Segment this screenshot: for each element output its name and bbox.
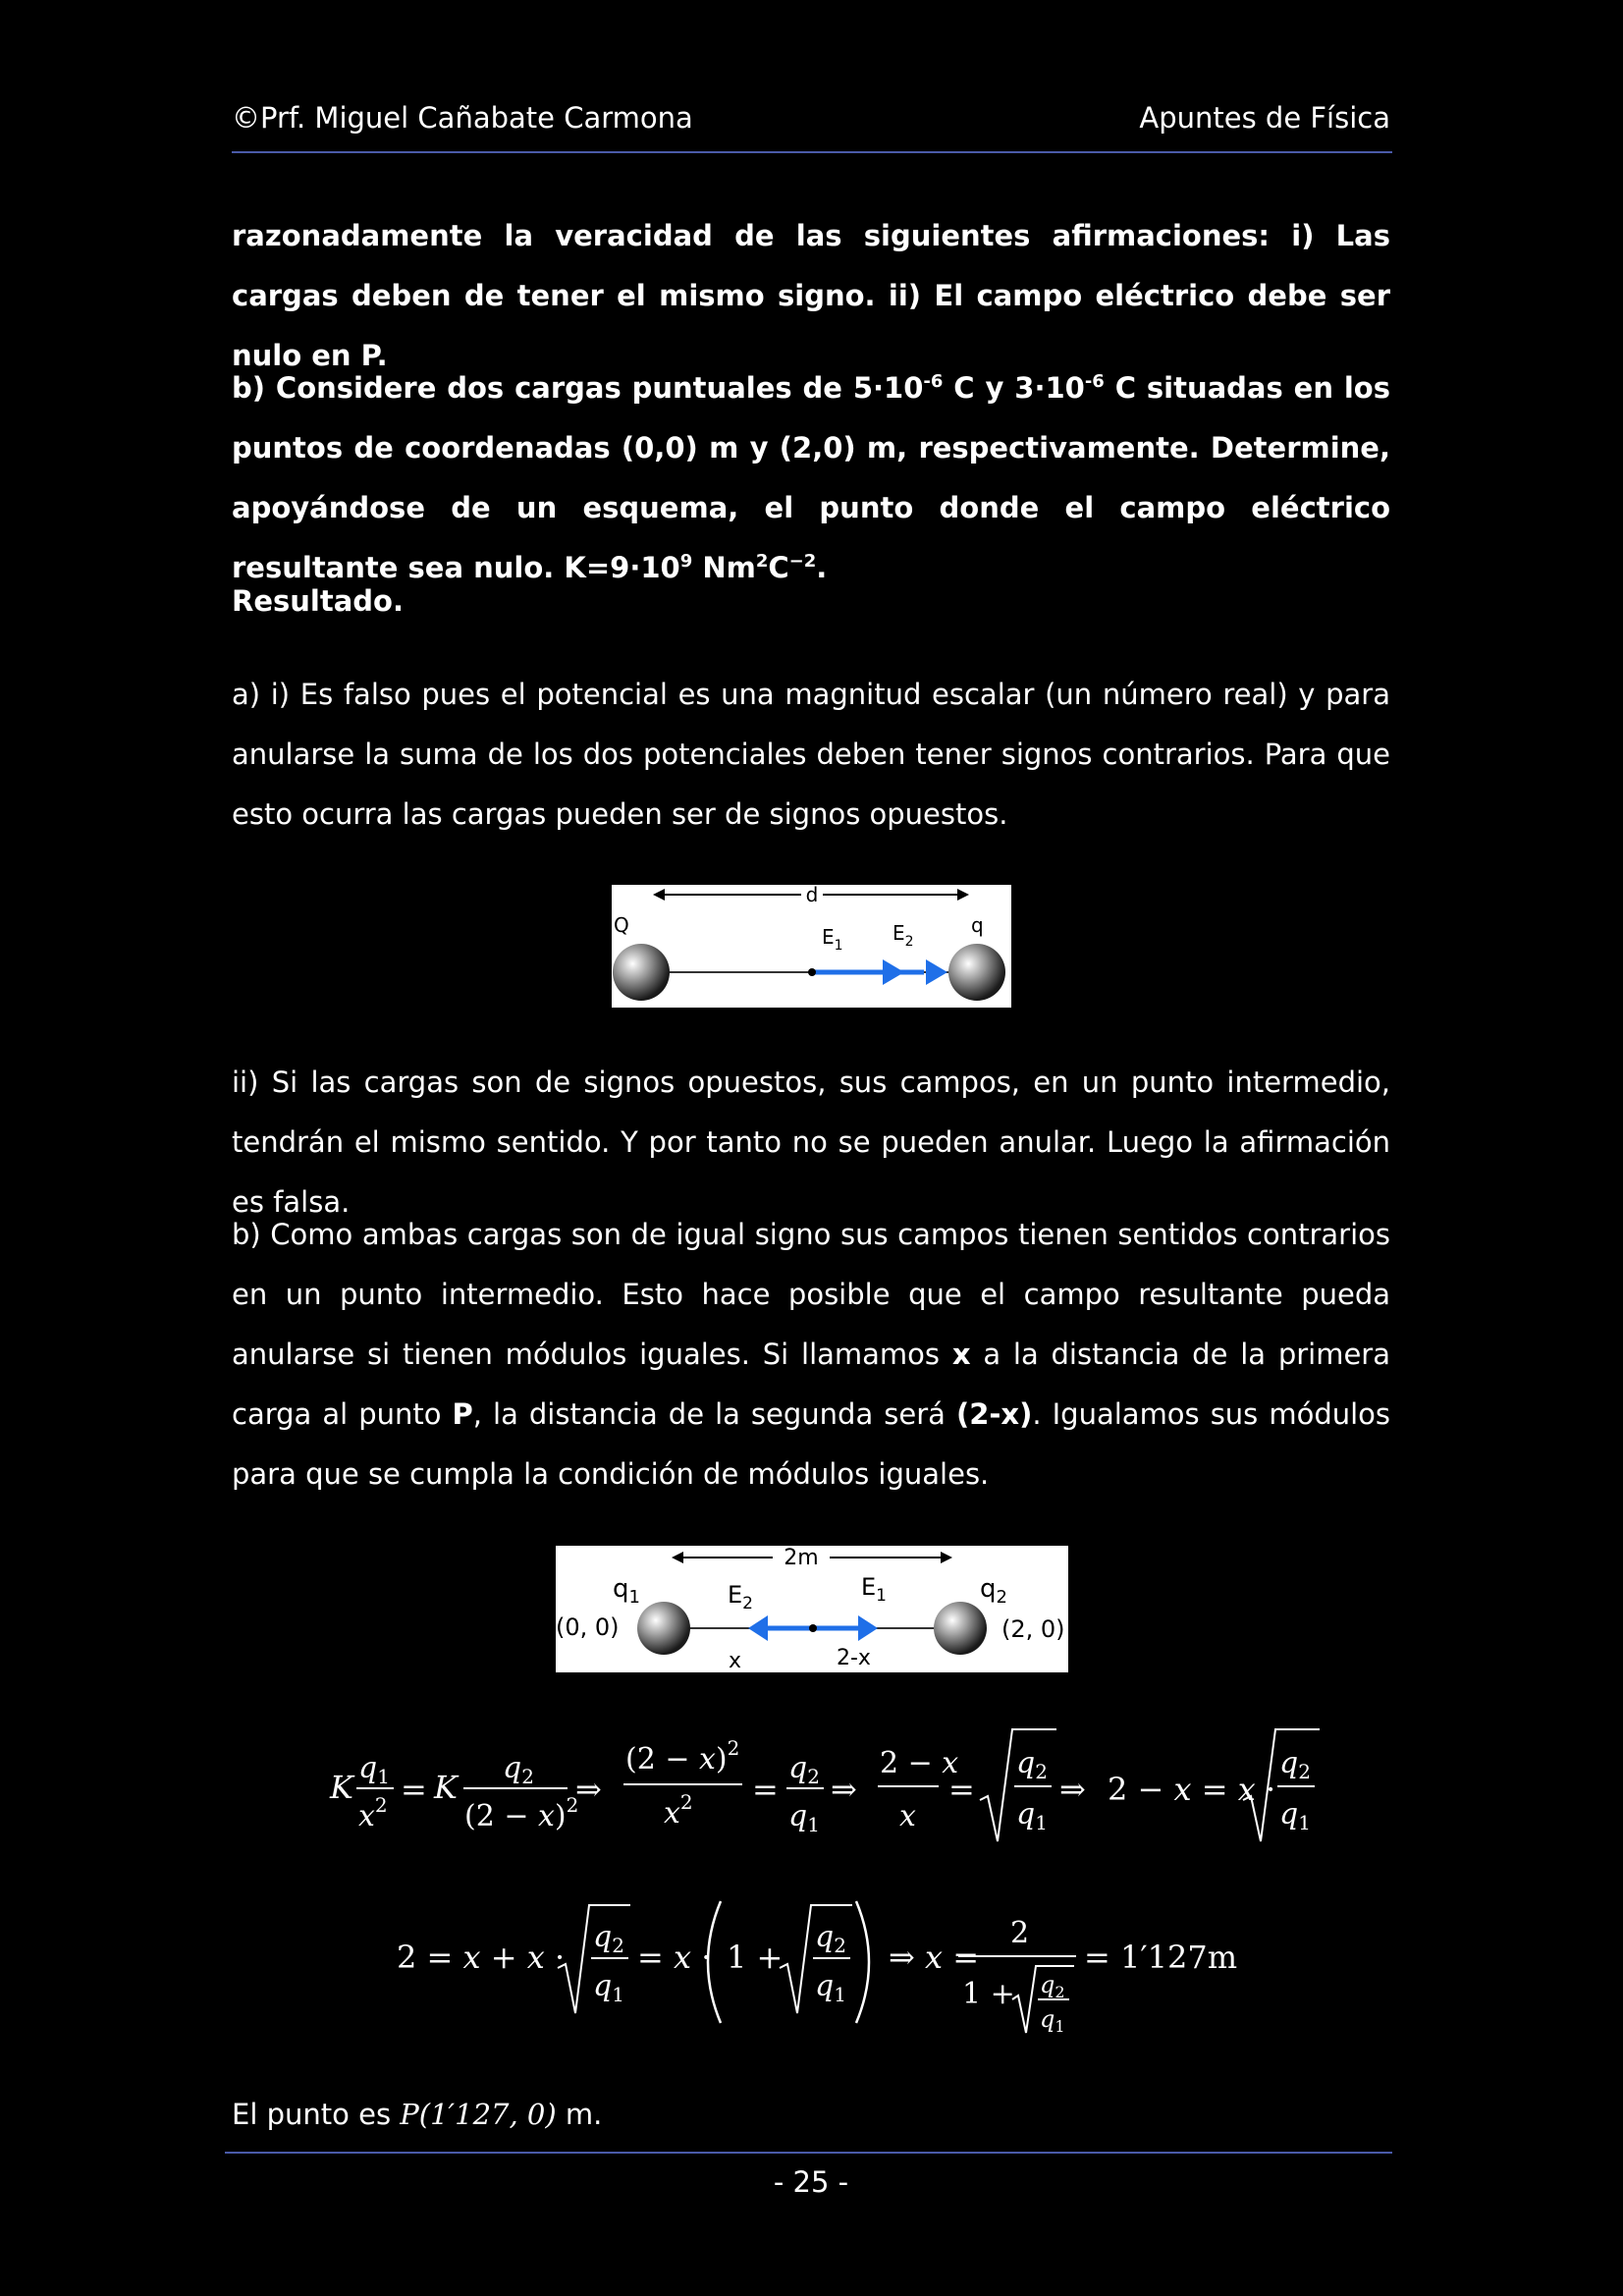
field-e1-arrowhead [883, 959, 904, 985]
field-e2-arrowhead [748, 1615, 768, 1641]
svg-text:2 − x = x ·: 2 − x = x · [1108, 1771, 1276, 1808]
distance-arrow-right [941, 1552, 952, 1563]
svg-text:q2: $q_2$ [1279, 1746, 1311, 1783]
charge-q2-sphere [934, 1602, 987, 1655]
svg-text:2 − x: 2 − x [880, 1746, 959, 1780]
question-part-b: b) Considere dos cargas puntuales de $5\cdot 10^{-6}$ C y $3\cdot 10^{-6}$ C situadas en los puntos de coordenadas (0,0) m y (2,0) m, respectivamente. Determine, apoyándose de un esquema, el punto donde el campo eléctrico resultante sea nulo. $K=9\cdot 10^9$ $Nm^2C^{-2}$. [232, 371, 1390, 584]
answer-b: b) Como ambas cargas son de igual signo sus campos tienen sentidos contrarios en un punto intermedio. Esto hace posible que el campo resultante pueda anularse si tienen módulos iguales. Si llamamos x a la distancia de la primera carga al punto P, la distancia de la segunda será (2-x). Igualamos sus módulos para que se cumpla la condición de módulos iguales. [232, 1218, 1391, 1491]
header-subject: Apuntes de Física [1139, 101, 1390, 135]
equation-1 [232, 1723, 1390, 1851]
svg-text:q1: $q_1$ [358, 1751, 390, 1788]
distance-label: d [805, 885, 819, 906]
footer-rule [225, 2152, 1392, 2154]
charge-q-label: q [971, 913, 984, 937]
svg-text:q2: $q_2$ [1040, 1971, 1065, 2001]
svg-text:K: K [330, 1769, 353, 1806]
svg-text:⇒: ⇒ [1059, 1771, 1086, 1808]
distance-arrow-right [957, 889, 969, 901]
result-heading: Resultado. [232, 584, 404, 618]
svg-text:1 +: 1 + [727, 1939, 784, 1976]
field-e1-label: $E_1$ [861, 1573, 887, 1606]
figure-charges-same-sign [556, 1546, 1068, 1672]
svg-text:q2: $q_2$ [815, 1920, 846, 1957]
header-rule [232, 151, 1392, 153]
field-e1-arrowhead [858, 1615, 878, 1641]
page-number: - 25 - [773, 2165, 849, 2199]
charge-q1-sphere [637, 1602, 690, 1655]
svg-text:q1: $q_1$ [1016, 1797, 1048, 1834]
charge-Q-label: Q [614, 913, 629, 937]
svg-text:=: = [752, 1771, 779, 1808]
midpoint [808, 968, 816, 976]
svg-text:q1: $q_1$ [1040, 2005, 1065, 2036]
svg-text:q2: $q_2$ [788, 1751, 820, 1788]
svg-text:q2: $q_2$ [503, 1751, 534, 1788]
field-e2-label: $E_2$ [893, 921, 914, 950]
svg-text:q1: $q_1$ [593, 1969, 624, 2006]
charge-q2-label: $q_2$ [980, 1574, 1007, 1608]
svg-text:q1: $q_1$ [1279, 1797, 1311, 1834]
svg-text:x2: $x^2$ [358, 1793, 388, 1833]
charge-q-sphere [948, 944, 1005, 1001]
field-e1-label: $E_1$ [822, 925, 843, 954]
svg-text:q2: $q_2$ [593, 1920, 624, 1957]
point-p [809, 1624, 817, 1632]
svg-text:(2 − x)2: $(2 - x)^2$ [625, 1736, 740, 1777]
equation-2 [232, 1893, 1390, 2041]
figure-charges-opposite [612, 885, 1011, 1008]
charge-Q-sphere [613, 944, 670, 1001]
svg-text:K: K [434, 1769, 458, 1806]
svg-text:2: 2 [1010, 1916, 1030, 1950]
distance-2-minus-x-label: 2-x [837, 1646, 871, 1670]
document-page [232, 0, 1390, 2296]
svg-text:q1: $q_1$ [815, 1969, 846, 2006]
conclusion: El punto es P(1′127, 0) m. [232, 2098, 603, 2131]
distance-arrow-left [672, 1552, 683, 1563]
figure-1-diagram [612, 885, 1011, 1008]
charge-q1-label: $q_1$ [613, 1574, 640, 1608]
figure-2-diagram [556, 1546, 1068, 1672]
equation-2-svg [232, 1893, 1390, 2041]
svg-text:x: x [899, 1799, 916, 1833]
svg-text:q1: $q_1$ [788, 1799, 820, 1836]
svg-text:x2: $x^2$ [664, 1790, 693, 1831]
result-value: = 1′127m [1084, 1939, 1238, 1976]
svg-text:1 +: 1 + [962, 1977, 1015, 2011]
svg-text:⇒: ⇒ [575, 1771, 602, 1808]
answer-a-i: a) i) Es falso pues el potencial es una magnitud escalar (un número real) y para anularse la suma de los dos potenciales deben tener signos contrarios. Para que esto ocurra las cargas pueden ser de signos opuestos. [232, 678, 1390, 831]
svg-text:⇒ x =: ⇒ x = [889, 1939, 980, 1976]
end-coordinates: (2, 0) [1001, 1615, 1065, 1643]
question-continuation: razonadamente la veracidad de las siguientes afirmaciones: i) Las cargas deben de tener el mismo signo. ii) El campo eléctrico debe ser nulo en P. [232, 219, 1390, 372]
header-author: ©Prf. Miguel Cañabate Carmona [232, 101, 693, 135]
svg-text:(2 − x)2: $(2 - x)^2$ [464, 1793, 579, 1833]
svg-text:⇒: ⇒ [831, 1771, 857, 1808]
distance-label: 2m [784, 1546, 819, 1570]
point-coordinates: P(1′127, 0) [400, 2098, 557, 2131]
svg-text:2 = x + x ·: 2 = x + x · [397, 1939, 566, 1976]
answer-a-ii: ii) Si las cargas son de signos opuestos, sus campos, en un punto intermedio, tendrán el mismo sentido. Y por tanto no se pueden anular. Luego la afirmación es falsa. [232, 1066, 1390, 1219]
equation-1-svg [232, 1723, 1390, 1851]
distance-arrow-left [653, 889, 665, 901]
field-e2-arrowhead [926, 959, 947, 985]
svg-text:=: = [401, 1771, 427, 1808]
svg-text:q2: $q_2$ [1016, 1746, 1048, 1783]
origin-coordinates: (0, 0) [556, 1613, 620, 1641]
svg-text:= x ·: = x · [637, 1939, 712, 1976]
field-e2-label: $E_2$ [728, 1581, 753, 1613]
distance-x-label: x [729, 1649, 742, 1672]
svg-text:=: = [948, 1771, 975, 1808]
